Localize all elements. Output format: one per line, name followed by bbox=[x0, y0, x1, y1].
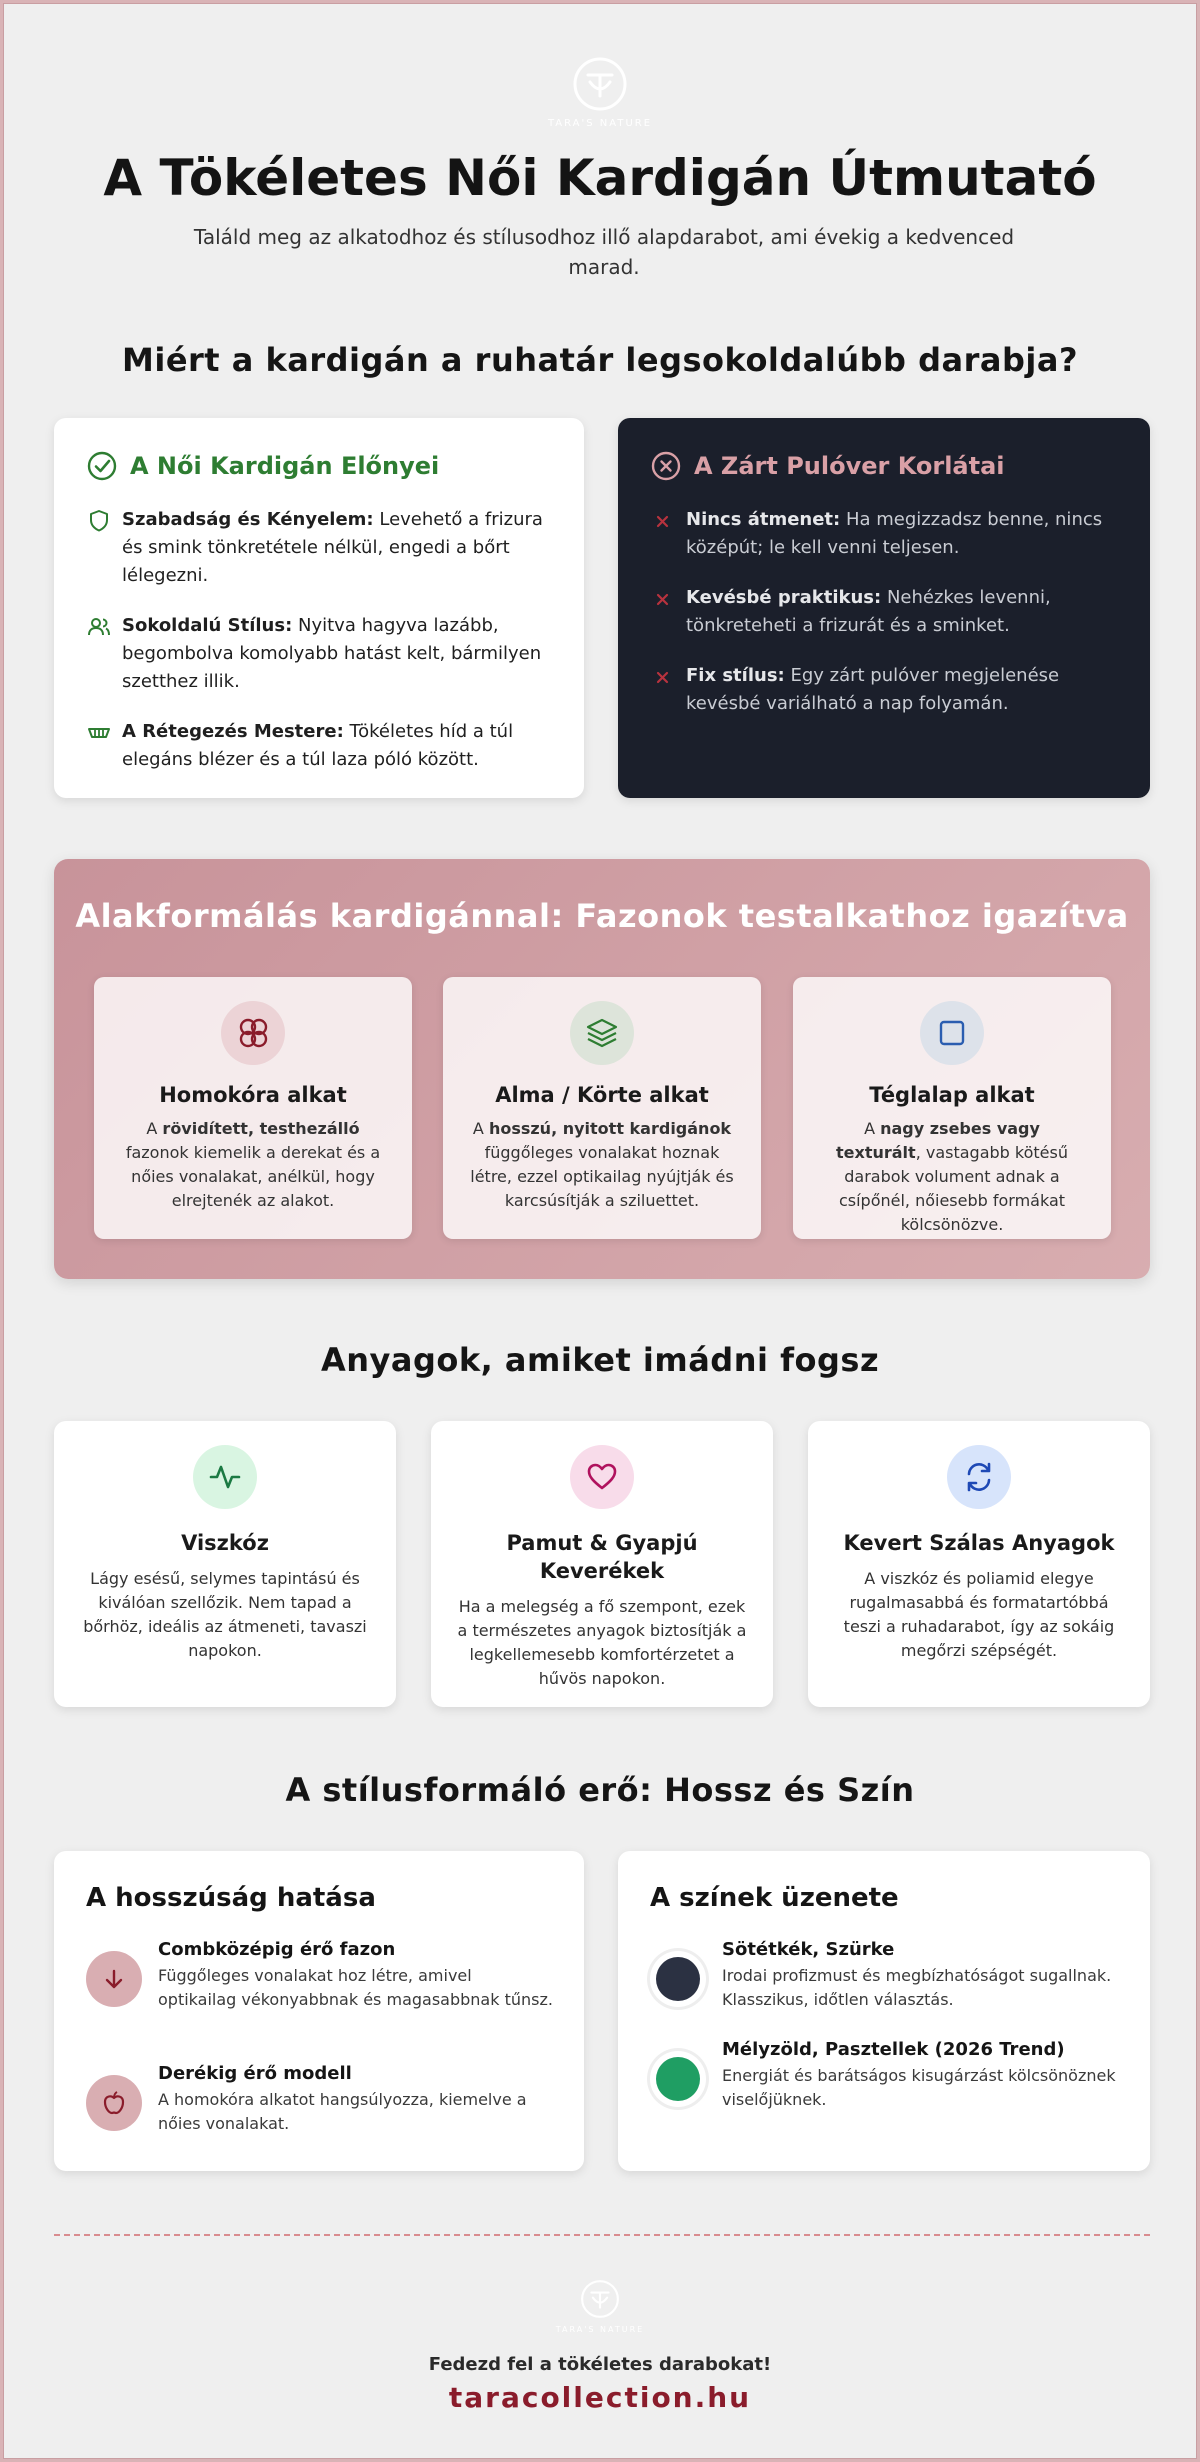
materials-section-title: Anyagok, amiket imádni fogsz bbox=[320, 1341, 880, 1379]
limits-title: A Zárt Pulóver Korlátai bbox=[694, 452, 1005, 480]
material-description: Ha a melegség a fő szempont, ezek a természetes anyagok biztosítják a legkellemesebb komfortérzetet a hűvös napokon. bbox=[457, 1597, 747, 1688]
shape-name: Alma / Körte alkat bbox=[495, 1083, 709, 1107]
layers-stack-icon bbox=[570, 1001, 634, 1065]
heart-icon bbox=[570, 1445, 634, 1509]
list-item bbox=[650, 1939, 1120, 2012]
footer-logo-icon bbox=[580, 2279, 620, 2319]
body-shapes-section bbox=[54, 859, 1150, 1279]
advantage-label: Sokoldalú Stílus: bbox=[122, 615, 293, 636]
advantages-header bbox=[86, 450, 439, 482]
length-item-desc: A homokóra alkatot hangsúlyozza, kiemelve a nőies vonalakat. bbox=[158, 2090, 527, 2133]
advantages-card bbox=[54, 418, 584, 798]
square-icon bbox=[920, 1001, 984, 1065]
style-section-title: A stílusformáló erő: Hossz és Szín bbox=[285, 1771, 915, 1809]
advantage-label: A Rétegezés Mestere: bbox=[122, 721, 344, 742]
advantages-title: A Női Kardigán Előnyei bbox=[130, 452, 440, 480]
shield-icon bbox=[86, 508, 112, 534]
limit-label: Kevésbé praktikus: bbox=[686, 587, 882, 608]
x-circle-icon bbox=[650, 450, 682, 482]
list-item bbox=[86, 506, 554, 590]
x-mark-icon bbox=[650, 664, 676, 690]
material-name: Viszkóz bbox=[181, 1531, 269, 1555]
users-icon bbox=[86, 614, 112, 640]
colors-title: A színek üzenete bbox=[650, 1883, 899, 1913]
layers-icon bbox=[86, 720, 112, 746]
footer-divider bbox=[54, 2234, 1150, 2236]
footer-website-link[interactable]: taracollection.hu bbox=[448, 2381, 752, 2414]
brand-logo[interactable] bbox=[4, 56, 1196, 129]
footer-cta: Fedezd fel a tökéletes darabokat! bbox=[428, 2354, 772, 2375]
activity-icon bbox=[193, 1445, 257, 1509]
footer-logo[interactable] bbox=[4, 2279, 1196, 2334]
shape-card-apple-pear bbox=[443, 977, 761, 1239]
body-shapes-title: Alakformálás kardigánnal: Fazonok testalkathoz igazítva bbox=[75, 897, 1129, 935]
hourglass-shape-icon bbox=[221, 1001, 285, 1065]
length-item-title: Combközépig érő fazon bbox=[158, 1939, 396, 1960]
limits-list bbox=[650, 506, 1120, 740]
shape-description: A rövidített, testhezálló fazonok kiemelik a derekat és a nőies vonalakat, anélkül, hogy elrejtenék az alakot. bbox=[125, 1119, 381, 1210]
material-description: Lágy esésű, selymes tapintású és kiválóan szellőzik. Nem tapad a bőrhöz, ideális az átmeneti, tavaszi napokon. bbox=[83, 1569, 367, 1660]
shape-description: A hosszú, nyitott kardigánok függőleges vonalakat hoznak létre, ezzel optikailag nyújtják és karcsúsítják a sziluettet. bbox=[470, 1119, 734, 1210]
list-item bbox=[86, 2063, 554, 2136]
list-item bbox=[86, 718, 554, 774]
list-item bbox=[86, 1939, 554, 2012]
colors-card bbox=[618, 1851, 1150, 2171]
shape-card-hourglass bbox=[94, 977, 412, 1239]
page-title: A Tökéletes Női Kardigán Útmutató bbox=[103, 149, 1097, 207]
shape-name: Homokóra alkat bbox=[159, 1083, 347, 1107]
check-circle-icon bbox=[86, 450, 118, 482]
limit-label: Nincs átmenet: bbox=[686, 509, 841, 530]
page-subtitle: Találd meg az alkatodhoz és stílusodhoz illő alapdarabot, ami évekig a kedvenced marad. bbox=[193, 225, 1015, 279]
footer-logo-text: TARA'S NATURE bbox=[555, 2325, 645, 2334]
limits-header bbox=[650, 450, 1005, 482]
material-card-blended bbox=[808, 1421, 1150, 1707]
material-name: Kevert Szálas Anyagok bbox=[843, 1531, 1115, 1555]
length-title: A hosszúság hatása bbox=[86, 1883, 376, 1913]
color-swatch bbox=[650, 2051, 706, 2107]
color-item-title: Sötétkék, Szürke bbox=[722, 1939, 895, 1960]
list-item bbox=[86, 612, 554, 696]
x-mark-icon bbox=[650, 586, 676, 612]
shape-name: Téglalap alkat bbox=[869, 1083, 1035, 1107]
advantage-text: Levehető a frizura és smink tönkretétele nélkül, engedi a bőrt lélegezni. bbox=[122, 509, 543, 586]
advantage-text: Tökéletes híd a túl elegáns blézer és a túl laza póló között. bbox=[122, 721, 514, 770]
length-item-desc: Függőleges vonalakat hoz létre, amivel optikailag vékonyabbnak és magasabbnak tűnsz. bbox=[158, 1966, 553, 2009]
list-item bbox=[650, 662, 1120, 718]
brand-logo-text: TARA'S NATURE bbox=[547, 118, 653, 129]
material-description: A viszkóz és poliamid elegye rugalmasabbá és formatartóbbá teszi a ruhadarabot, így az sokáig megőrzi szépségét. bbox=[843, 1569, 1115, 1660]
material-card-viscose bbox=[54, 1421, 396, 1707]
list-item bbox=[650, 506, 1120, 562]
length-item-title: Derékig érő modell bbox=[158, 2063, 352, 2084]
material-name: Pamut & Gyapjú Keverékek bbox=[506, 1531, 698, 1583]
apple-icon bbox=[86, 2075, 142, 2131]
material-card-cotton-wool bbox=[431, 1421, 773, 1707]
advantage-label: Szabadság és Kényelem: bbox=[122, 509, 374, 530]
limit-text: Ha megizzadsz benne, nincs középút; le kell venni teljesen. bbox=[686, 509, 1103, 558]
x-mark-icon bbox=[650, 508, 676, 534]
arrow-down-icon bbox=[86, 1951, 142, 2007]
list-item bbox=[650, 584, 1120, 640]
limit-text: Egy zárt pulóver megjelenése kevésbé variálható a nap folyamán. bbox=[686, 665, 1060, 714]
refresh-icon bbox=[947, 1445, 1011, 1509]
color-item-title: Mélyzöld, Pasztellek (2026 Trend) bbox=[722, 2039, 1065, 2060]
length-card bbox=[54, 1851, 584, 2171]
shape-card-rectangle bbox=[793, 977, 1111, 1239]
limit-text: Nehézkes levenni, tönkreteheti a frizurát és a sminket. bbox=[686, 587, 1051, 636]
limits-card bbox=[618, 418, 1150, 798]
shape-description: A nagy zsebes vagy texturált, vastagabb kötésű darabok volument adnak a csípőnél, nőiesebb formákat kölcsönözve. bbox=[836, 1119, 1068, 1234]
limit-label: Fix stílus: bbox=[686, 665, 785, 686]
advantages-list bbox=[86, 506, 554, 796]
color-swatch bbox=[650, 1951, 706, 2007]
advantage-text: Nyitva hagyva lazább, begombolva komolyabb hatást kelt, bármilyen szetthez illik. bbox=[122, 615, 542, 692]
brand-logo-icon bbox=[572, 56, 628, 112]
page bbox=[3, 3, 1197, 2459]
color-item-desc: Energiát és barátságos kisugárzást kölcsönöznek viselőjüknek. bbox=[722, 2066, 1116, 2109]
why-section-title: Miért a kardigán a ruhatár legsokoldalúbb darabja? bbox=[122, 341, 1078, 379]
color-item-desc: Irodai profizmust és megbízhatóságot sugallnak. Klasszikus, időtlen választás. bbox=[722, 1966, 1112, 2009]
list-item bbox=[650, 2039, 1120, 2112]
